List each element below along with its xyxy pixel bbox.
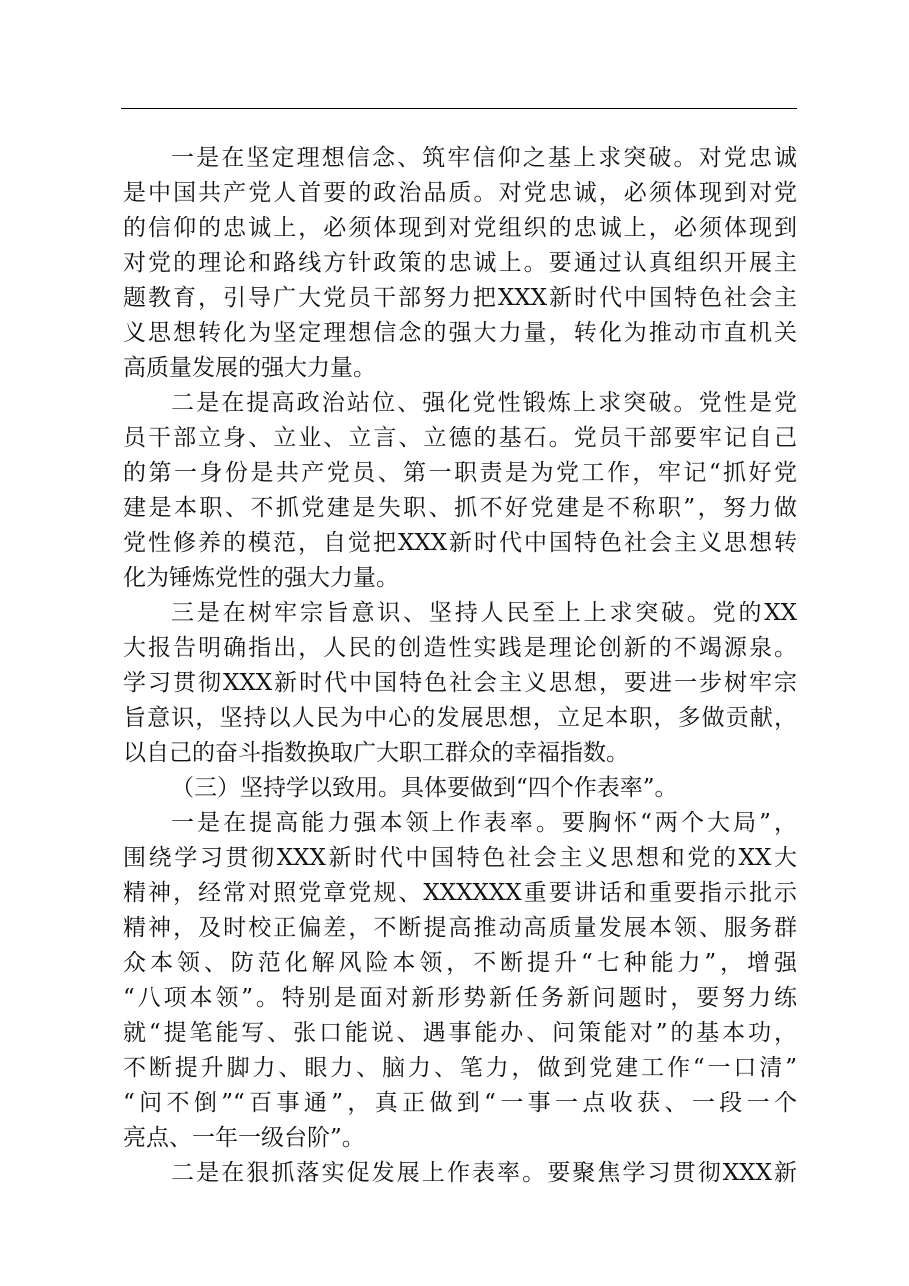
text-line: 学习贯彻XXX新时代中国特色社会主义思想，要进一步树牢宗 xyxy=(123,670,797,696)
text-line: 一是在提高能力强本领上作表率。要胸怀“两个大局”， xyxy=(171,810,797,836)
text-line: 高质量发展的强大力量。 xyxy=(123,355,376,381)
section-heading xyxy=(123,771,797,806)
text-line: 二是在狠抓落实促发展上作表率。要聚焦学习贯彻XXX新 xyxy=(171,1160,797,1186)
text-line: 不断提升脚力、眼力、脑力、笔力，做到党建工作“一口清” xyxy=(123,1055,797,1081)
paragraph xyxy=(123,806,797,1156)
document-body xyxy=(123,141,797,1191)
text-line: 三是在树牢宗旨意识、坚持人民至上上求突破。党的XX xyxy=(171,600,797,626)
text-line: 一是在坚定理想信念、筑牢信仰之基上求突破。对党忠诚 xyxy=(171,145,797,171)
text-line: 精神，经常对照党章党规、XXXXXX重要讲话和重要指示批示 xyxy=(123,880,797,906)
text-line: 二是在提高政治站位、强化党性锻炼上求突破。党性是党 xyxy=(171,390,797,416)
text-line: 就“提笔能写、张口能说、遇事能办、问策能对”的基本功， xyxy=(123,1020,797,1046)
text-line: 亮点、一年一级台阶”。 xyxy=(123,1125,365,1151)
text-line: 以自己的奋斗指数换取广大职工群众的幸福指数。 xyxy=(123,740,629,766)
paragraph xyxy=(123,386,797,596)
text-line: 的信仰的忠诚上，必须体现到对党组织的忠诚上，必须体现到 xyxy=(123,215,797,241)
text-line: 围绕学习贯彻XXX新时代中国特色社会主义思想和党的XX大 xyxy=(123,845,797,871)
text-line: 题教育，引导广大党员干部努力把XXX新时代中国特色社会主 xyxy=(123,285,797,311)
text-line: 精神，及时校正偏差，不断提高推动高质量发展本领、服务群 xyxy=(123,915,797,941)
text-line: 党性修养的模范，自觉把XXX新时代中国特色社会主义思想转 xyxy=(123,530,797,556)
text-line: 对党的理论和路线方针政策的忠诚上。要通过认真组织开展主 xyxy=(123,250,797,276)
text-line: 旨意识，坚持以人民为中心的发展思想，立足本职，多做贡献， xyxy=(123,705,797,731)
text-line: “八项本领”。特别是面对新形势新任务新问题时，要努力练 xyxy=(123,985,797,1011)
text-line: 义思想转化为坚定理想信念的强大力量，转化为推动市直机关 xyxy=(123,320,797,346)
text-line: 众本领、防范化解风险本领，不断提升“七种能力”，增强 xyxy=(123,950,797,976)
paragraph xyxy=(123,141,797,386)
text-line: （三）坚持学以致用。具体要做到“四个作表率”。 xyxy=(171,775,678,801)
paragraph xyxy=(123,1156,797,1191)
text-line: 员干部立身、立业、立言、立德的基石。党员干部要牢记自己 xyxy=(123,425,797,451)
text-line: “问不倒”“百事通”，真正做到“一事一点收获、一段一个 xyxy=(123,1090,797,1116)
text-line: 化为锤炼党性的强大力量。 xyxy=(123,565,399,591)
text-line: 大报告明确指出，人民的创造性实践是理论创新的不竭源泉。 xyxy=(123,635,797,661)
paragraph xyxy=(123,596,797,771)
header-rule xyxy=(121,108,797,109)
text-line: 是中国共产党人首要的政治品质。对党忠诚，必须体现到对党 xyxy=(123,180,797,206)
text-line: 的第一身份是共产党员、第一职责是为党工作，牢记“抓好党 xyxy=(123,460,797,486)
text-line: 建是本职、不抓党建是失职、抓不好党建是不称职”，努力做 xyxy=(123,495,797,521)
